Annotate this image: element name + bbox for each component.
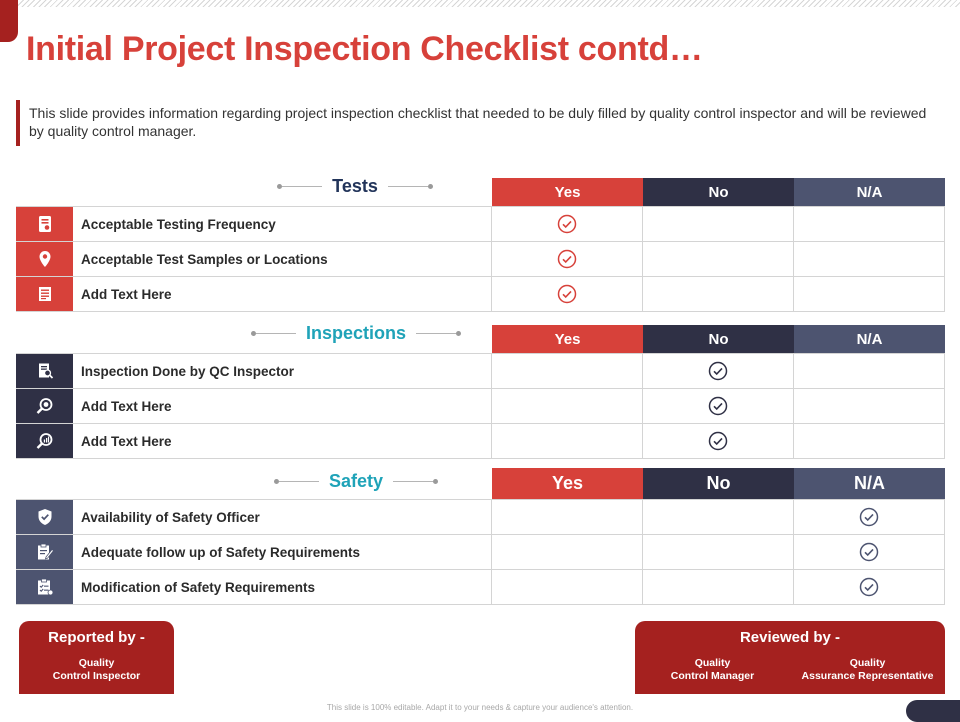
inspections-column-header [492,325,945,353]
clipboard-edit-icon [16,535,73,569]
cell-na[interactable] [794,535,945,569]
header-yes: Yes [492,468,643,499]
reviewer-manager-line1: Quality [694,657,731,669]
header-yes: Yes [492,325,643,353]
title-line-right [393,479,438,484]
row-label: Availability of Safety Officer [73,500,492,534]
safety-rows [16,499,945,605]
chart-search-icon [16,424,73,458]
cell-no[interactable] [643,424,794,458]
magnifier-icon [16,389,73,423]
table-row [16,499,945,535]
check-icon [708,431,728,451]
cell-yes[interactable] [492,535,643,569]
page-description: This slide provides information regarding project inspection checklist that needed to be duly filled by quality control inspector and will be reviewed by quality control manager. [29,105,927,139]
title-line-left [277,184,322,189]
row-label: Add Text Here [73,277,492,311]
shield-check-icon [16,500,73,534]
cell-yes[interactable] [492,354,643,388]
reviewed-by-title: Reviewed by - [739,629,841,646]
clipboard-check-icon [16,570,73,604]
cell-yes[interactable] [492,500,643,534]
table-row [16,535,945,570]
title-line-right [388,184,433,189]
location-pin-icon [16,242,73,276]
document-list-icon [16,277,73,311]
row-label: Add Text Here [73,424,492,458]
reported-by-line2: Control Inspector [52,670,141,682]
title-line-left [251,331,296,336]
cell-no[interactable] [643,570,794,604]
description-accent-bar [16,100,20,146]
header-na: N/A [794,468,945,499]
section-title-text: Tests [332,175,378,196]
title-line-left [274,479,319,484]
page-title: Initial Project Inspection Checklist contd… [26,30,703,68]
title-line-right [416,331,461,336]
cell-no[interactable] [643,500,794,534]
reviewer-qa-line2: Assurance Representative [801,670,934,682]
cell-na[interactable] [794,389,945,423]
check-icon [557,249,577,269]
check-icon [708,396,728,416]
cell-yes[interactable] [492,207,643,241]
cell-na[interactable] [794,570,945,604]
section-title-text: Safety [328,470,384,491]
reported-by-box [19,621,174,694]
cell-na[interactable] [794,354,945,388]
tests-column-header [492,178,945,206]
report-icon [16,207,73,241]
table-row [16,570,945,605]
document-search-icon [16,354,73,388]
corner-pill-decoration [906,700,960,722]
row-label: Modification of Safety Requirements [73,570,492,604]
inspections-rows [16,353,945,459]
safety-column-header [492,468,945,499]
row-label: Acceptable Testing Frequency [73,207,492,241]
cell-na[interactable] [794,207,945,241]
check-icon [557,284,577,304]
table-row [16,206,945,242]
cell-yes[interactable] [492,389,643,423]
table-row [16,353,945,389]
section-title-tests [250,176,460,196]
cell-no[interactable] [643,277,794,311]
cell-no[interactable] [643,389,794,423]
row-label: Inspection Done by QC Inspector [73,354,492,388]
reported-by-line1: Quality [78,657,115,669]
top-stripe [0,0,960,7]
footnote: This slide is 100% editable. Adapt it to your needs & capture your audience's attention. [326,703,634,712]
reviewer-manager-line2: Control Manager [670,670,755,682]
header-na: N/A [794,178,945,206]
table-row [16,389,945,424]
cell-no[interactable] [643,354,794,388]
section-title-safety [270,470,442,492]
cell-no[interactable] [643,535,794,569]
check-icon [859,542,879,562]
cell-yes[interactable] [492,424,643,458]
cell-yes[interactable] [492,570,643,604]
check-icon [859,577,879,597]
table-row [16,277,945,312]
check-icon [708,361,728,381]
cell-na[interactable] [794,242,945,276]
cell-no[interactable] [643,207,794,241]
row-label: Add Text Here [73,389,492,423]
cell-no[interactable] [643,242,794,276]
cell-yes[interactable] [492,242,643,276]
reviewed-by-roles [635,657,945,683]
corner-accent [0,0,18,42]
table-row [16,242,945,277]
header-na: N/A [794,325,945,353]
cell-yes[interactable] [492,277,643,311]
section-title-inspections [240,322,472,344]
check-icon [557,214,577,234]
reviewed-by-box [635,621,945,694]
reviewer-manager [638,657,788,683]
cell-na[interactable] [794,277,945,311]
row-label: Acceptable Test Samples or Locations [73,242,492,276]
header-yes: Yes [492,178,643,206]
reviewer-qa [793,657,943,683]
header-no: No [643,325,794,353]
tests-rows [16,206,945,312]
check-icon [859,507,879,527]
row-label: Adequate follow up of Safety Requirements [73,535,492,569]
reviewer-qa-line1: Quality [849,657,886,669]
header-no: No [643,468,794,499]
cell-na[interactable] [794,500,945,534]
reported-by-title: Reported by - [48,629,145,646]
table-row [16,424,945,459]
section-title-text: Inspections [305,322,407,343]
header-no: No [643,178,794,206]
cell-na[interactable] [794,424,945,458]
